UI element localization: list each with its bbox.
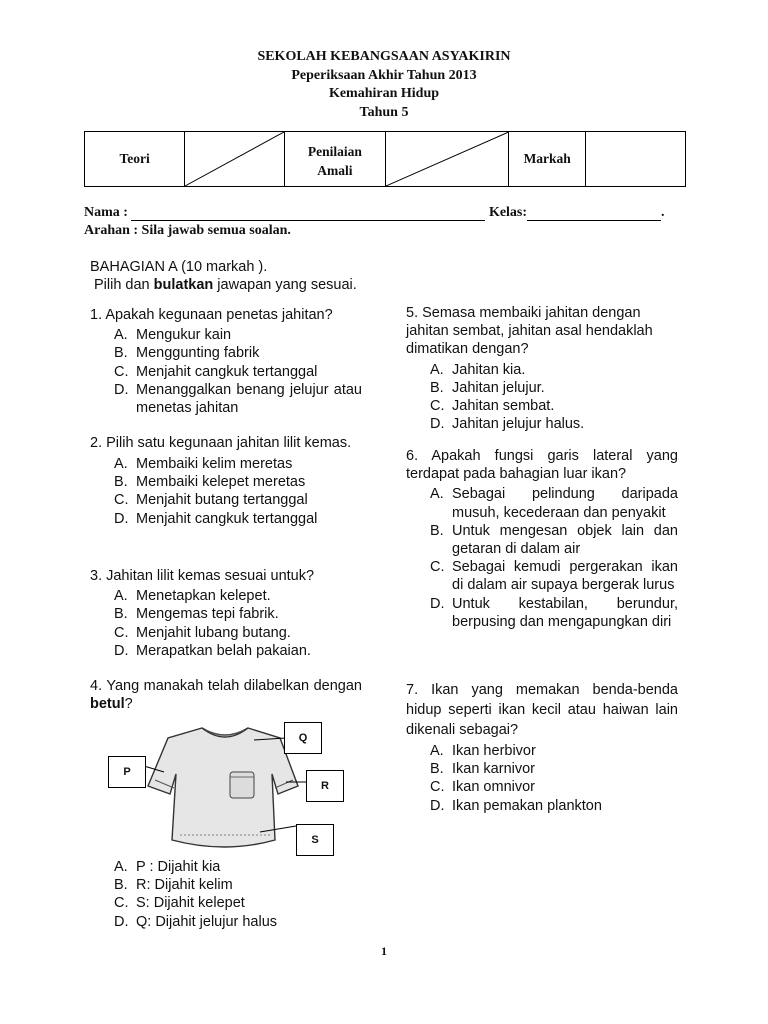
option-d[interactable]: D. Merapatkan belah pakaian. [114,642,311,659]
markah-value-cell [586,132,686,187]
option-d[interactable]: D. Menjahit cangkuk tertanggal [114,510,318,527]
class-label: Kelas: [488,205,528,220]
option-a[interactable]: A. Sebagai pelindung daripada musuh, kecederaan dan penyakit [430,486,678,521]
option-b[interactable]: B. Jahitan jelujur. [430,379,545,396]
tshirt-figure [100,716,350,856]
question-1 [90,306,362,417]
option-c[interactable]: C. Menjahit butang tertanggal [114,492,308,509]
option-b[interactable]: B. Menggunting fabrik [114,345,260,362]
label-q-box: Q [284,722,322,754]
question-4 [90,677,362,713]
question-7 [406,680,678,815]
option-c[interactable]: C. Ikan omnivor [430,779,536,796]
score-table [84,131,686,187]
question-text: 1. Apakah kegunaan penetas jahitan? [90,307,333,323]
option-b[interactable]: B. Mengemas tepi fabrik. [114,606,279,623]
section-title: BAHAGIAN A (10 markah ). [90,259,268,275]
amali-score-cell [385,132,509,187]
label-p-box: P [108,756,146,788]
option-a[interactable]: A. P : Dijahit kia [114,859,221,875]
question-text: 5. Semasa membaiki jahitan dengan jahitan sembat, jahitan asal hendaklah dimatikan dengan? [406,305,653,358]
option-c[interactable]: C. Menjahit cangkuk tertanggal [114,363,318,380]
year-level: Tahun 5 [359,104,409,120]
option-b[interactable]: B. Untuk mengesan objek lain dan getaran di dalam air [430,522,678,558]
penilaian-amali-label: Penilaian Amali [285,132,386,187]
instructions: Arahan : Sila jawab semua soalan. [84,223,291,238]
question-4-options [90,858,362,931]
option-d[interactable]: D. Menanggalkan benang jelujur atau menetas jahitan [114,381,362,417]
option-b[interactable]: B. Membaiki kelepet meretas [114,474,306,491]
question-text: 6. Apakah fungsi garis lateral yang terdapat pada bahagian luar ikan? [406,448,678,483]
option-c[interactable]: C. S: Dijahit kelepet [114,895,245,912]
question-5 [406,304,678,433]
option-d[interactable]: D. Untuk kestabilan, berundur, berpusing dan mengapungkan diri [430,595,678,630]
school-name: SEKOLAH KEBANGSAAN ASYAKIRIN [257,49,511,64]
option-d[interactable]: D. Jahitan jelujur halus. [430,416,585,433]
label-s-box: S [296,824,334,856]
question-6 [406,447,678,631]
page-number: 1 [381,944,387,958]
subject-name: Kemahiran Hidup [328,86,440,101]
student-info-row: Nama : Kelas: . [84,205,665,220]
exam-header [0,48,768,122]
name-field[interactable] [131,206,485,221]
option-a[interactable]: A. Menetapkan kelepet. [114,588,271,605]
section-heading [90,258,357,294]
exam-name: Peperiksaan Akhir Tahun 2013 [291,67,477,83]
markah-label: Markah [509,132,586,187]
question-text: 4. Yang manakah telah dilabelkan dengan betul? [90,678,362,713]
teori-score-cell [185,132,285,187]
question-3 [90,567,362,660]
question-2 [90,433,362,528]
label-r-box: R [306,770,344,802]
option-c[interactable]: C. Sebagai kemudi pergerakan ikan di dalam air supaya bergerak lurus [430,559,678,594]
question-text: 7. Ikan yang memakan benda-benda hidup seperti ikan kecil atau haiwan lain dikenali sebagai? [406,682,678,738]
option-c[interactable]: C. Menjahit lubang butang. [114,624,291,641]
question-text: 3. Jahitan lilit kemas sesuai untuk? [90,568,315,584]
class-field[interactable] [527,206,661,221]
option-a[interactable]: A. Membaiki kelim meretas [114,456,293,472]
section-instruction: Pilih dan bulatkan jawapan yang sesuai. [94,277,357,293]
option-d[interactable]: D. Q: Dijahit jelujur halus [114,913,278,930]
option-b[interactable]: B. R: Dijahit kelim [114,877,233,894]
option-a[interactable]: A. Mengukur kain [114,327,232,344]
option-d[interactable]: D. Ikan pemakan plankton [430,797,602,814]
option-a[interactable]: A. Ikan herbivor [430,743,536,759]
option-a[interactable]: A. Jahitan kia. [430,361,526,378]
teori-label: Teori [85,132,185,187]
name-label: Nama : [84,205,128,220]
question-text: 2. Pilih satu kegunaan jahitan lilit kemas. [90,435,352,451]
option-b[interactable]: B. Ikan karnivor [430,761,536,778]
option-c[interactable]: C. Jahitan sembat. [430,398,555,415]
